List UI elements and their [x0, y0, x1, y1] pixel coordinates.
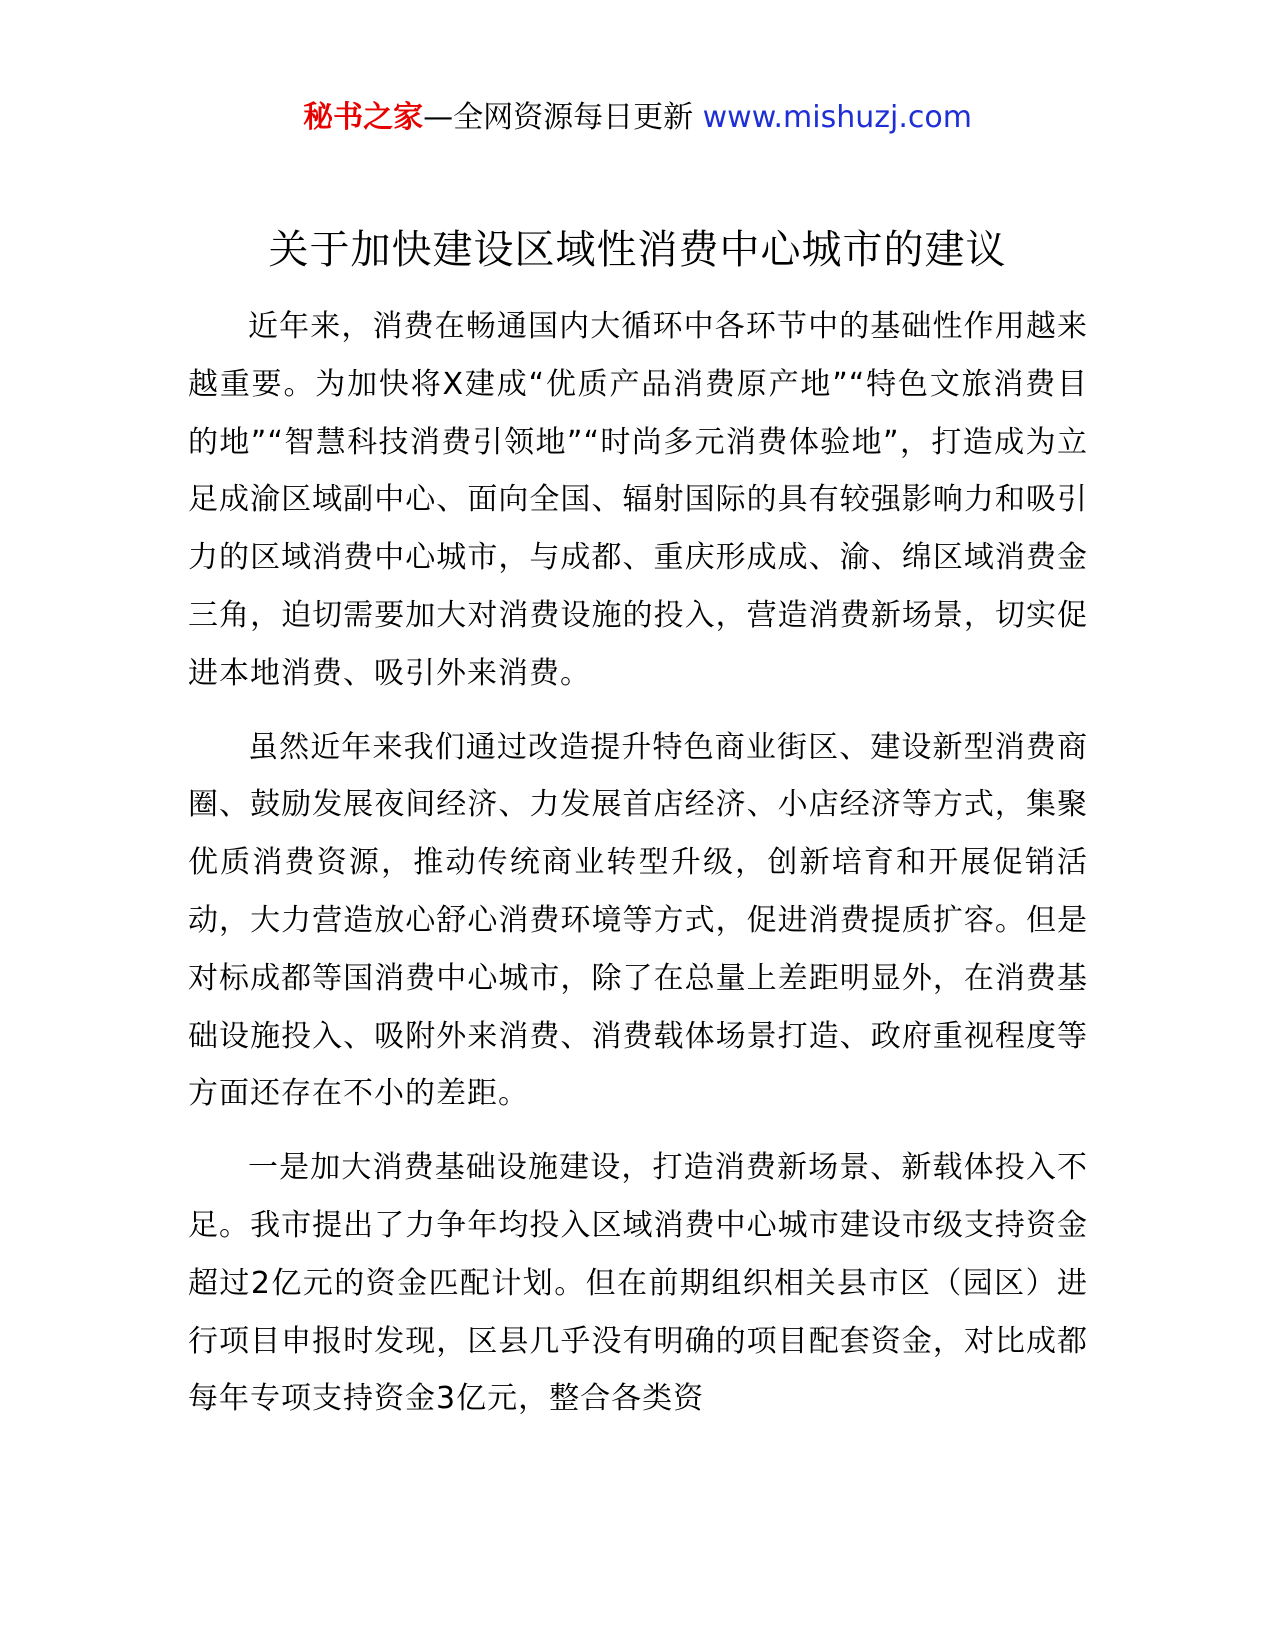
header-slogan: —全网资源每日更新	[423, 100, 703, 135]
site-url-link[interactable]: www.mishuzj.com	[702, 100, 972, 135]
brand-name: 秘书之家	[303, 100, 424, 135]
page-header	[0, 96, 1275, 140]
paragraph: 一是加大消费基础设施建设，打造消费新场景、新载体投入不足。我市提出了力争年均投入区域消费中心城市建设市级支持资金超过2亿元的资金匹配计划。但在前期组织相关县市区（园区）进行项目申报时发现，区县几乎没有明确的项目配套资金，对比成都每年专项支持资金3亿元，整合各类资	[188, 1150, 1088, 1417]
document-title: 关于加快建设区域性消费中心城市的建议	[268, 227, 1007, 273]
paragraph: 虽然近年来我们通过改造提升特色商业街区、建设新型消费商圈、鼓励发展夜间经济、力发展首店经济、小店经济等方式，集聚优质消费资源，推动传统商业转型升级，创新培育和开展促销活动，大力营造放心舒心消费环境等方式，促进消费提质扩容。但是对标成都等国消费中心城市，除了在总量上差距明显外，在消费基础设施投入、吸附外来消费、消费载体场景打造、政府重视程度等方面还存在不小的差距。	[188, 729, 1088, 1112]
document-body	[188, 298, 1088, 1444]
paragraph: 近年来，消费在畅通国内大循环中各环节中的基础性作用越来越重要。为加快将X建成“优质产品消费原产地”“特色文旅消费目的地”“智慧科技消费引领地”“时尚多元消费体验地”，打造成为立足成渝区域副中心、面向全国、辐射国际的具有较强影响力和吸引力的区域消费中心城市，与成都、重庆形成成、渝、绵区域消费金三角，迫切需要加大对消费设施的投入，营造消费新场景，切实促进本地消费、吸引外来消费。	[188, 309, 1088, 691]
